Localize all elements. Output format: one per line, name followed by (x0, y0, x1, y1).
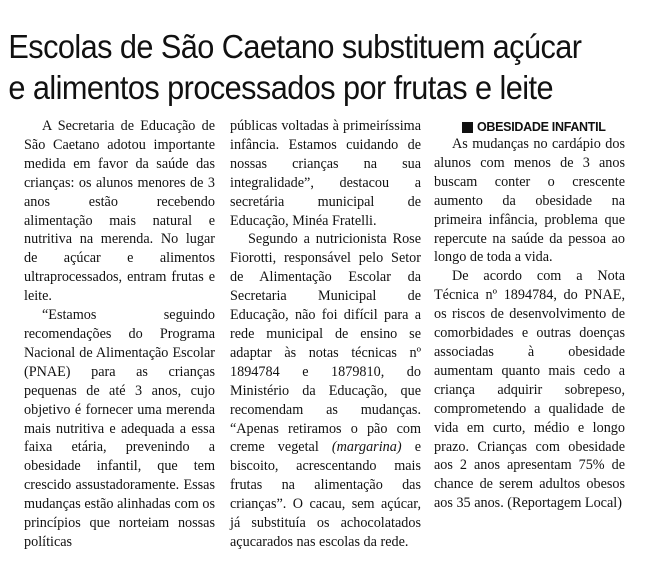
paragraph-text: e biscoito, acrescentando mais frutas na alimentação das crianças”. O cacau, sem açúcar, já substituía os achocolatados açucarados nas escolas da rede. (230, 439, 422, 550)
headline-line-2: e alimentos processados por frutas e leite (8, 69, 554, 106)
paragraph: A Secretaria de Educação de São Caetano adotou importante medida em favor da saúde das crianças: os alunos menores de 3 anos estão recebendo alimentação mais natural e nutritiva na merenda. No lugar de açúcar e alimentos ultraprocessados, entram frutas e leite. (24, 118, 215, 305)
italic-term: (margarina) (331, 439, 402, 456)
article-column-2 (230, 117, 421, 552)
headline (0, 26, 603, 108)
paragraph-text: Segundo a nutricionista Rose Fiorotti, responsável pelo Setor de Alimentação Escolar da Secretaria Municipal de Educação, não foi difícil para a rede municipal de ensino se adaptar às notas técnicas nº 1894784 e 1879810, do Ministério da Educação, que recomendam as mudanças. “Apenas retiramos o pão com creme vegetal (230, 231, 421, 456)
paragraph: públicas voltadas à primeiríssima infância. Estamos cuidando de nossas crianças na sua integralidade”, destacou a secretária municipal de Educação, Minéa Fratelli. (230, 118, 421, 229)
paragraph: As mudanças no cardápio dos alunos com menos de 3 anos buscam conter o crescente aumento da obesidade na primeira infância, problema que repercute na saúde da pessoa ao longo de toda a vida. (434, 136, 625, 266)
section-title: OBESIDADE INFANTIL (477, 119, 606, 134)
paragraph: “Estamos seguindo recomendações do Programa Nacional de Alimentação Escolar (PNAE) para as crianças pequenas de até 3 anos, cujo objetivo é fornecer uma merenda mais nutritiva e adequada a essa faixa etária, prevenindo a obesidade infantil, que tem crescido assustadoramente. Essas mudanças estão alinhadas com os princípios que norteiam nossas políticas (24, 307, 215, 550)
section-heading (462, 119, 625, 135)
square-bullet-icon (462, 122, 473, 133)
paragraph: De acordo com a Nota Técnica nº 1894784, do PNAE, os riscos de desenvolvimento de comorbidades e outras doenças associadas à obesidade aumentam quanto mais cedo a criança adquirir sobrepeso, comprometendo a qualidade de vida em curto, médio e longo prazo. Crianças com obesidade aos 2 anos apresentam 75% de chance de serem adultos obesos aos 35 anos. (Reportagem Local) (434, 268, 625, 512)
article-column-3 (434, 119, 625, 513)
headline-line-1: Escolas de São Caetano substituem açúcar (8, 28, 582, 65)
paragraph (230, 230, 421, 551)
article-column-1 (24, 117, 215, 552)
